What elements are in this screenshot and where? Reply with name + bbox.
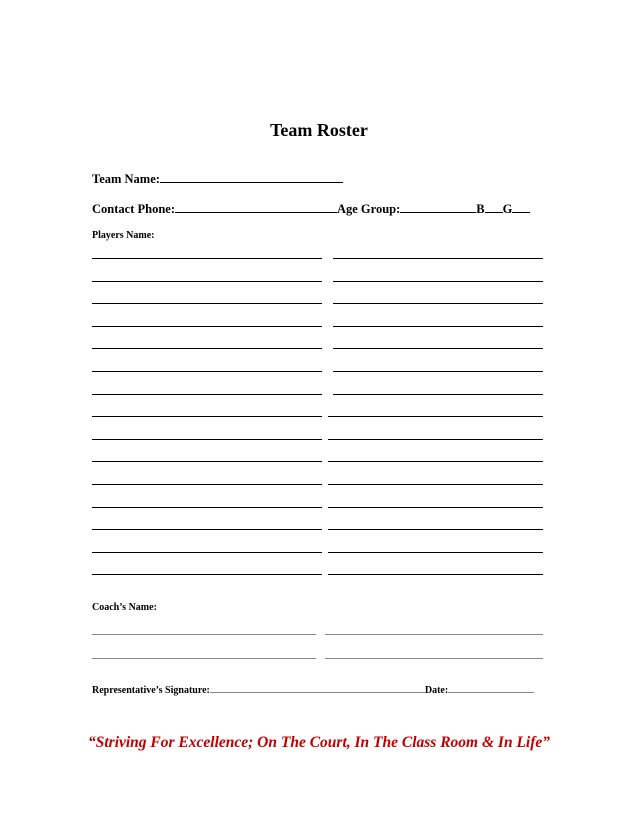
player-line-left[interactable]: [92, 303, 322, 304]
player-line-right[interactable]: [328, 507, 543, 508]
player-line-right[interactable]: [328, 439, 543, 440]
signature-field[interactable]: [210, 682, 425, 693]
player-line-left[interactable]: [92, 394, 322, 395]
team-name-field[interactable]: [160, 170, 343, 183]
player-line-right[interactable]: [328, 484, 543, 485]
player-line-left[interactable]: [92, 574, 322, 575]
player-line-left[interactable]: [92, 281, 322, 282]
player-line-left[interactable]: [92, 371, 322, 372]
coach-line-left[interactable]: [92, 658, 316, 659]
coach-line-left[interactable]: [92, 634, 316, 635]
player-line-right[interactable]: [328, 529, 543, 530]
player-line-left[interactable]: [92, 258, 322, 259]
contact-row: [92, 200, 530, 217]
signature-label: Representative’s Signature:: [92, 685, 210, 696]
contact-phone-label: Contact Phone:: [92, 202, 175, 216]
player-line-right[interactable]: [333, 371, 543, 372]
player-line-right[interactable]: [333, 326, 543, 327]
team-name-label: Team Name:: [92, 172, 160, 186]
player-line-left[interactable]: [92, 348, 322, 349]
player-line-right[interactable]: [328, 416, 543, 417]
player-line-left[interactable]: [92, 416, 322, 417]
player-line-right[interactable]: [333, 348, 543, 349]
player-line-right[interactable]: [328, 461, 543, 462]
team-name-row: [92, 170, 343, 187]
player-line-right[interactable]: [328, 552, 543, 553]
player-line-left[interactable]: [92, 552, 322, 553]
age-group-label: Age Group:: [336, 202, 401, 216]
boys-field[interactable]: [485, 200, 503, 213]
contact-phone-field[interactable]: [175, 200, 337, 213]
date-field[interactable]: [448, 682, 534, 693]
page-title: Team Roster: [270, 120, 368, 140]
coach-line-right[interactable]: [325, 658, 543, 659]
player-line-right[interactable]: [333, 394, 543, 395]
player-line-right[interactable]: [333, 281, 543, 282]
player-line-right[interactable]: [333, 258, 543, 259]
players-label: Players Name:: [92, 230, 155, 241]
signature-row: [92, 682, 534, 696]
player-line-right[interactable]: [328, 574, 543, 575]
player-line-left[interactable]: [92, 326, 322, 327]
coach-label: Coach’s Name:: [92, 602, 157, 613]
player-line-left[interactable]: [92, 461, 322, 462]
player-line-left[interactable]: [92, 507, 322, 508]
player-line-right[interactable]: [333, 303, 543, 304]
player-line-left[interactable]: [92, 439, 322, 440]
boys-label: B: [476, 202, 485, 216]
girls-field[interactable]: [512, 200, 530, 213]
motto: “Striving For Excellence; On The Court, In The Class Room & In Life”: [87, 734, 551, 751]
date-label: Date:: [424, 685, 449, 696]
age-group-field[interactable]: [400, 200, 476, 213]
coach-line-right[interactable]: [325, 634, 543, 635]
player-line-left[interactable]: [92, 529, 322, 530]
player-line-left[interactable]: [92, 484, 322, 485]
girls-label: G: [502, 202, 513, 216]
